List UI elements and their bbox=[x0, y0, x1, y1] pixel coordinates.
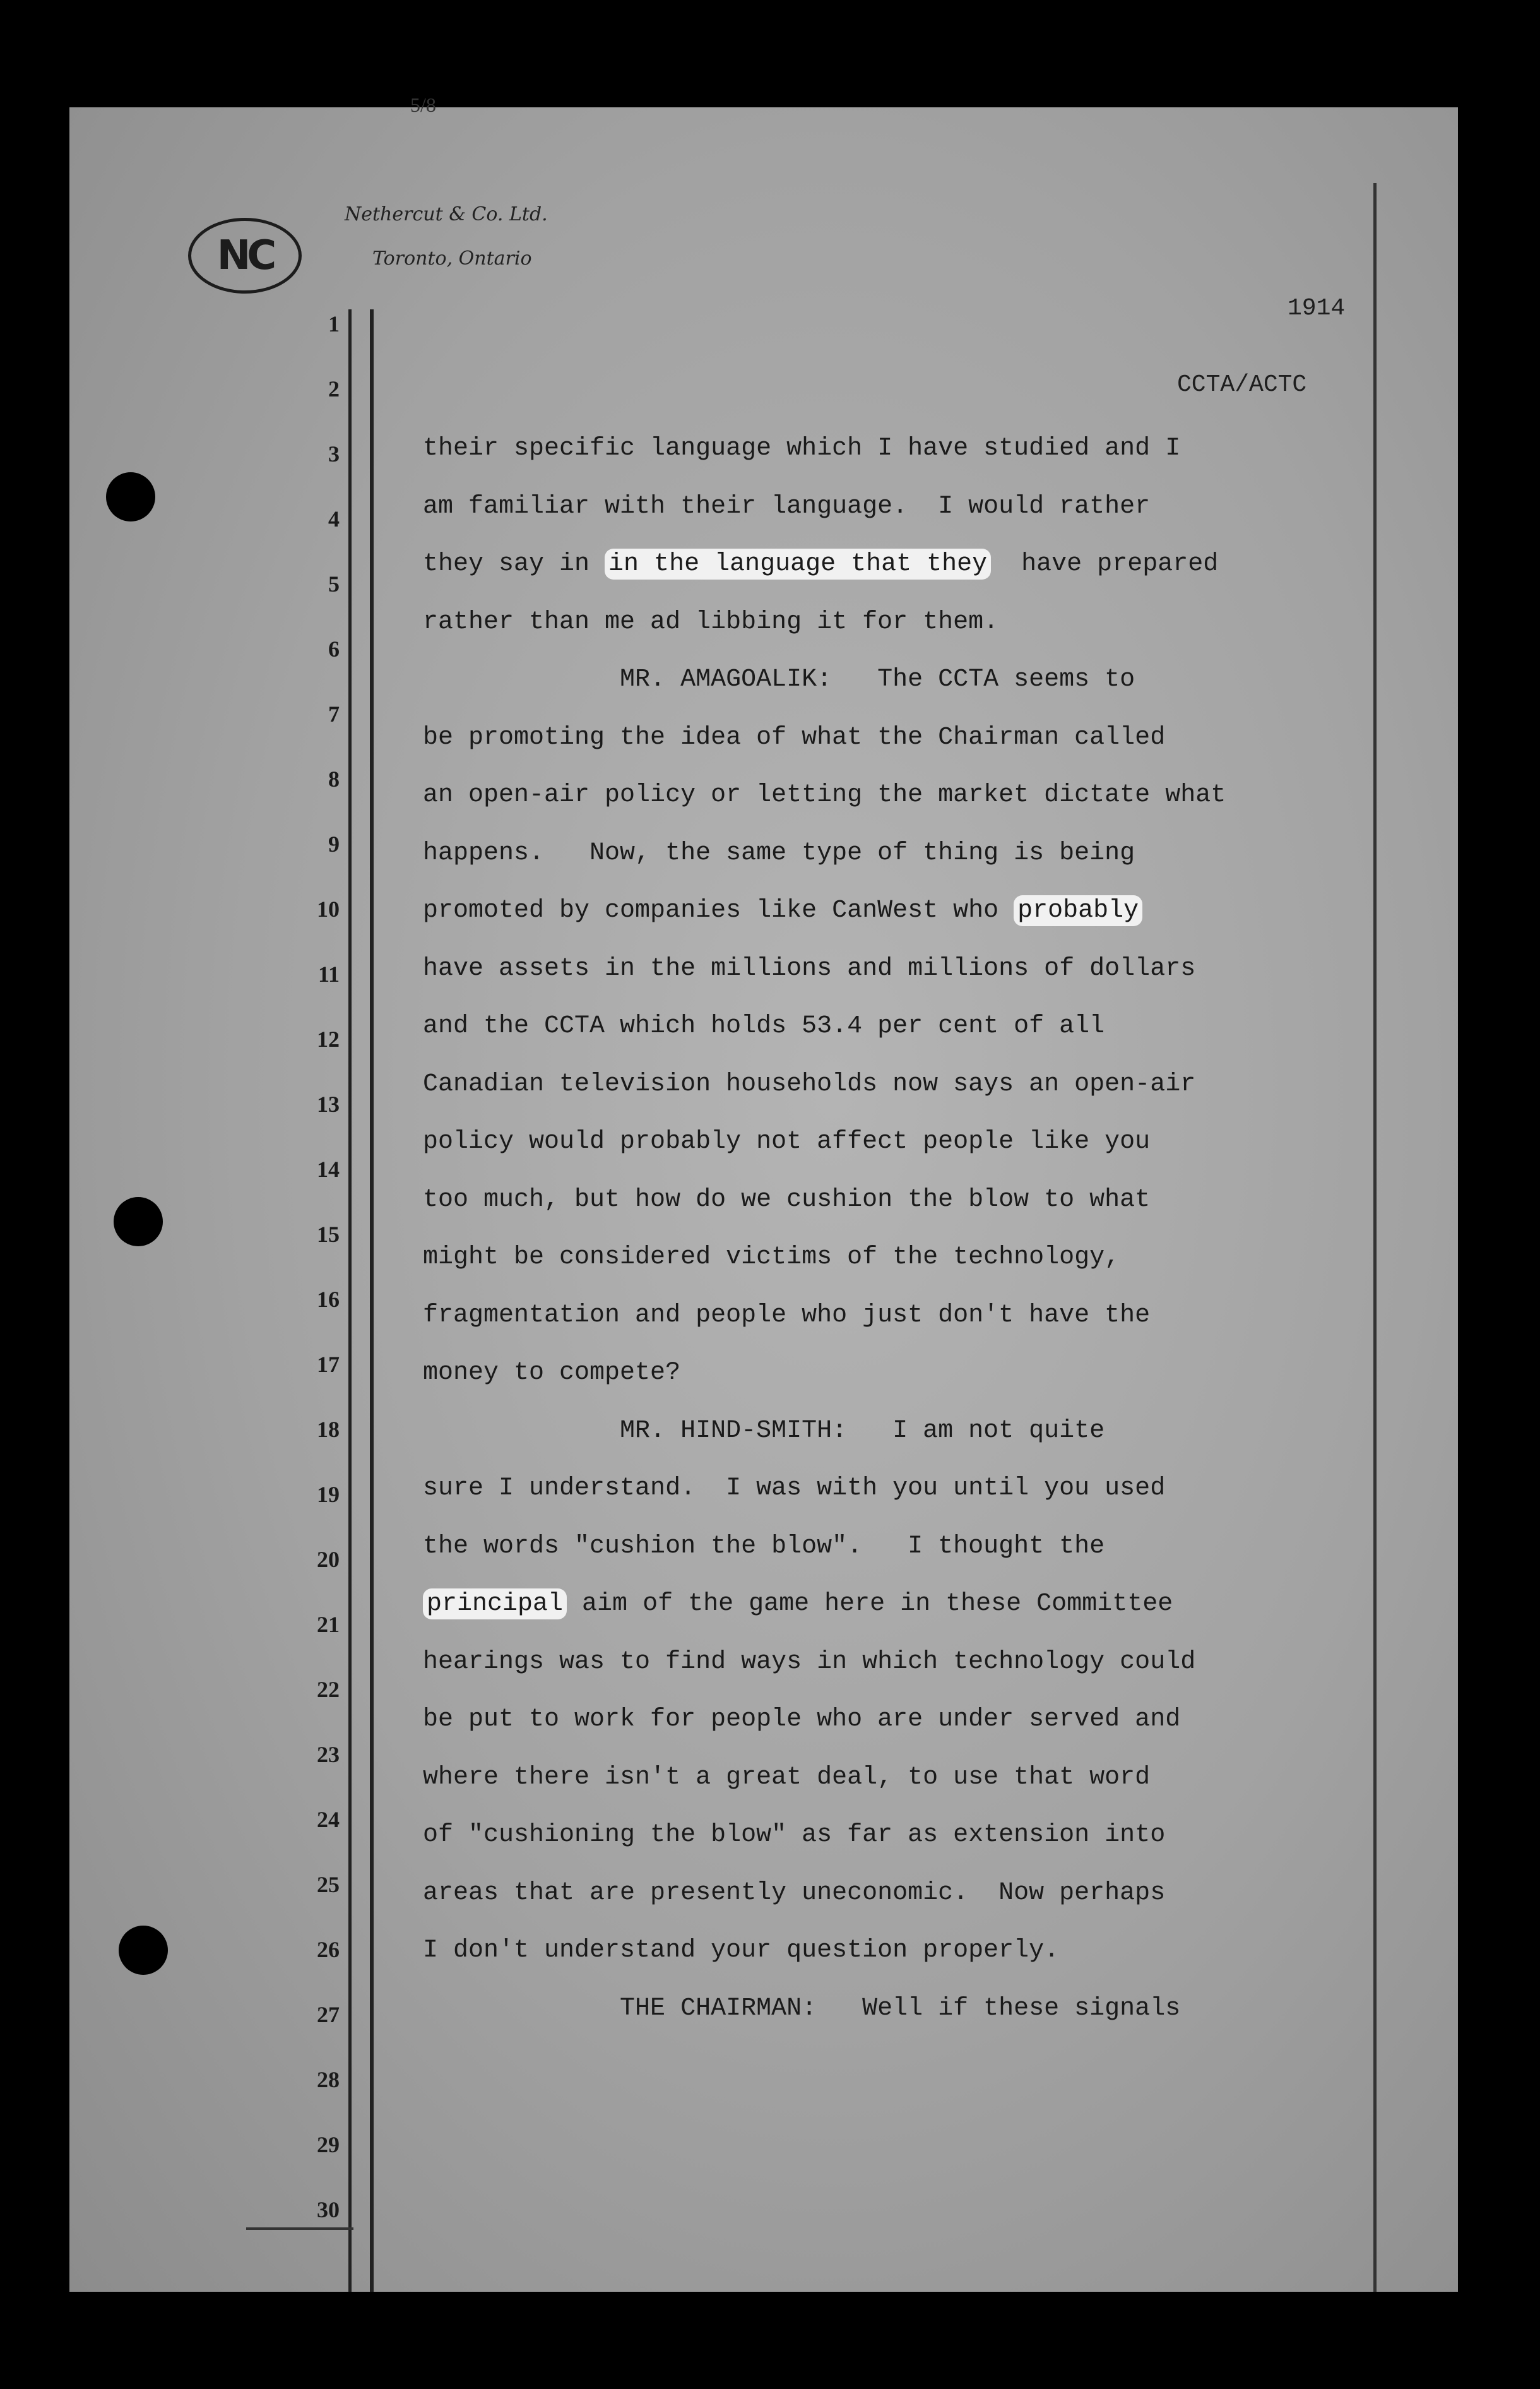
footer-rule bbox=[246, 2227, 353, 2230]
transcript-line bbox=[423, 781, 1226, 809]
transcript-text: fragmentation and people who just don't have the bbox=[423, 1301, 1151, 1330]
transcript-text: their specific language which I have studied and I bbox=[423, 434, 1181, 463]
transcript-line bbox=[423, 1879, 1165, 1907]
transcript-line bbox=[423, 1936, 1059, 1965]
transcript-text: am familiar with their language. I would rather bbox=[423, 492, 1151, 521]
nc-logo: NC bbox=[188, 218, 302, 294]
transcript-text: might be considered victims of the technology, bbox=[423, 1243, 1120, 1272]
transcript-text: be promoting the idea of what the Chairman called bbox=[423, 723, 1166, 752]
transcript-line bbox=[423, 955, 1195, 983]
transcript-line bbox=[423, 1474, 1165, 1503]
line-number: 21 bbox=[317, 1612, 340, 1637]
transcript-text: and the CCTA which holds 53.4 per cent of all bbox=[423, 1012, 1105, 1040]
transcript-text: have assets in the millions and millions of dollars bbox=[423, 954, 1196, 983]
transcript-line bbox=[423, 1012, 1105, 1040]
line-number: 16 bbox=[317, 1287, 340, 1312]
line-number: 28 bbox=[317, 2067, 340, 2092]
transcript-text: THE CHAIRMAN: Well if these signals bbox=[423, 1994, 1181, 2023]
line-number: 6 bbox=[328, 636, 340, 662]
transcript-text: hearings was to find ways in which technology could bbox=[423, 1647, 1196, 1676]
line-number: 19 bbox=[317, 1482, 340, 1507]
transcript-line bbox=[423, 1243, 1120, 1272]
line-number: 12 bbox=[317, 1027, 340, 1052]
transcript-line bbox=[423, 1417, 1105, 1445]
line-number: 23 bbox=[317, 1742, 340, 1767]
transcript-line bbox=[423, 1994, 1180, 2023]
transcript-line bbox=[423, 550, 1218, 578]
binder-hole bbox=[114, 1197, 163, 1246]
transcript-line bbox=[423, 1532, 1105, 1561]
line-number: 24 bbox=[317, 1807, 340, 1832]
line-number: 20 bbox=[317, 1547, 340, 1572]
transcript-text: I don't understand your question properly. bbox=[423, 1936, 1060, 1965]
transcript-line bbox=[423, 1070, 1195, 1099]
page-number: 1914 bbox=[1288, 295, 1346, 322]
transcript-line bbox=[423, 1186, 1150, 1214]
transcript-line bbox=[423, 1763, 1150, 1792]
transcript-text: sure I understand. I was with you until you used bbox=[423, 1474, 1166, 1503]
line-number: 30 bbox=[317, 2197, 340, 2222]
transcript-line bbox=[423, 434, 1180, 463]
line-number: 17 bbox=[317, 1352, 340, 1377]
transcript-text: policy would probably not affect people like you bbox=[423, 1128, 1151, 1156]
line-number: 8 bbox=[328, 766, 340, 792]
line-number: 14 bbox=[317, 1157, 340, 1182]
line-number: 15 bbox=[317, 1222, 340, 1247]
margin-rule bbox=[348, 309, 352, 2292]
line-number: 27 bbox=[317, 2002, 340, 2027]
transcript-line bbox=[423, 1301, 1150, 1330]
transcript-line bbox=[423, 665, 1135, 694]
highlighted-text: probably bbox=[1014, 895, 1142, 926]
transcript-text: an open-air policy or letting the market dictate what bbox=[423, 781, 1226, 809]
transcript-line bbox=[423, 839, 1135, 867]
line-number: 1 bbox=[328, 311, 340, 337]
transcript-line bbox=[423, 1359, 680, 1387]
transcript-line bbox=[423, 724, 1165, 752]
line-number: 29 bbox=[317, 2132, 340, 2157]
line-number: 9 bbox=[328, 831, 340, 857]
reference-code: CCTA/ACTC bbox=[1177, 371, 1307, 398]
transcript-text: MR. AMAGOALIK: The CCTA seems to bbox=[423, 665, 1135, 694]
transcript-text: too much, but how do we cushion the blow to what bbox=[423, 1185, 1151, 1214]
transcript-text: where there isn't a great deal, to use that word bbox=[423, 1763, 1151, 1792]
transcript-text: areas that are presently uneconomic. Now perhaps bbox=[423, 1878, 1166, 1907]
highlighted-text: principal bbox=[423, 1588, 567, 1619]
line-number: 3 bbox=[328, 441, 340, 467]
sheet-marker: 5/8 bbox=[410, 93, 436, 116]
line-number: 18 bbox=[317, 1417, 340, 1442]
transcript-text: Canadian television households now says an open-air bbox=[423, 1069, 1196, 1099]
firm-name: Nethercut & Co. Ltd. bbox=[345, 203, 548, 225]
transcript-line bbox=[423, 492, 1150, 521]
transcript-line bbox=[423, 897, 1142, 925]
transcript-text: rather than me ad libbing it for them. bbox=[423, 607, 999, 636]
line-number: 26 bbox=[317, 1937, 340, 1962]
right-margin-rule bbox=[1373, 183, 1377, 2292]
highlighted-text: in the language that they bbox=[605, 549, 991, 580]
transcript-line bbox=[423, 1705, 1180, 1734]
transcript-line bbox=[423, 1590, 1173, 1618]
line-number: 7 bbox=[328, 701, 340, 727]
transcript-text: have prepared bbox=[991, 550, 1219, 578]
transcript-text: aim of the game here in these Committee bbox=[567, 1590, 1173, 1618]
transcript-page bbox=[69, 93, 1458, 2292]
line-number: 11 bbox=[317, 962, 340, 987]
transcript-text: of "cushioning the blow" as far as extension into bbox=[423, 1821, 1166, 1849]
transcript-text: money to compete? bbox=[423, 1359, 681, 1387]
transcript-line bbox=[423, 1648, 1195, 1676]
transcript-text: they say in bbox=[423, 550, 605, 578]
transcript-text: the words "cushion the blow". I thought the bbox=[423, 1532, 1105, 1561]
transcript-line bbox=[423, 1821, 1165, 1849]
line-number: 10 bbox=[317, 897, 340, 922]
line-number: 25 bbox=[317, 1872, 340, 1897]
transcript-line bbox=[423, 608, 998, 636]
binder-hole bbox=[106, 472, 155, 521]
margin-rule bbox=[370, 309, 374, 2292]
firm-city: Toronto, Ontario bbox=[372, 247, 532, 270]
line-number: 2 bbox=[328, 376, 340, 402]
transcript-line bbox=[423, 1128, 1150, 1156]
transcript-text: promoted by companies like CanWest who bbox=[423, 897, 1014, 925]
line-number: 13 bbox=[317, 1092, 340, 1117]
binder-hole bbox=[119, 1926, 168, 1975]
line-number: 22 bbox=[317, 1677, 340, 1702]
transcript-text: happens. Now, the same type of thing is being bbox=[423, 838, 1135, 867]
line-number: 5 bbox=[328, 571, 340, 597]
line-number: 4 bbox=[328, 506, 340, 532]
transcript-text: MR. HIND-SMITH: I am not quite bbox=[423, 1416, 1105, 1445]
transcript-text: be put to work for people who are under served and bbox=[423, 1705, 1181, 1734]
